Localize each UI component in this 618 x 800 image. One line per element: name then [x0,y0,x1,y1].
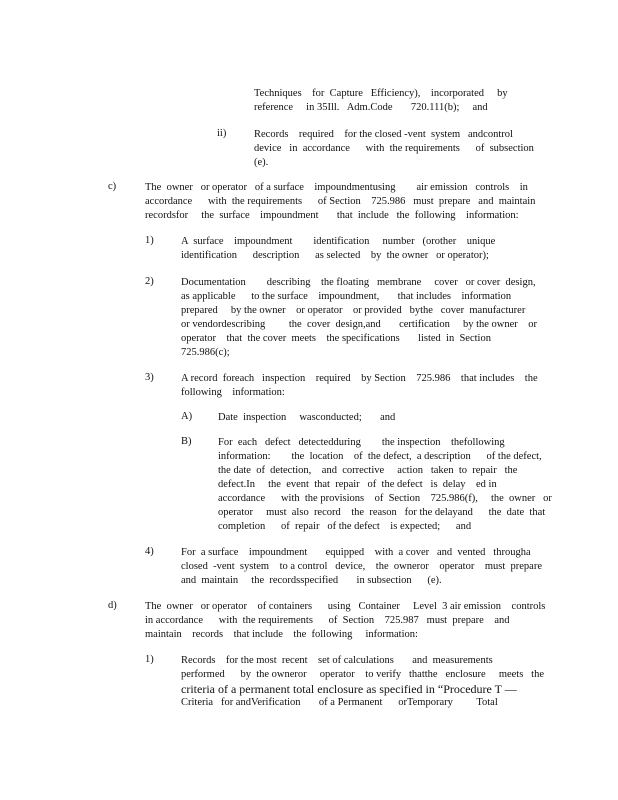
section-d-text [145,600,545,642]
section-d-marker: d) [108,600,117,611]
text-line: operator must also record the reason for the delayand the date that [218,507,546,518]
c-item-3-marker: 3) [145,372,154,383]
text-line: maintain records that include the following information: [145,629,418,640]
c-item-1-text [181,235,541,263]
text-line: The owner or operator of a surface impoundmentusing air emission controls in [145,182,528,193]
c-item-1-marker: 1) [145,235,154,246]
text-line: or vendordescribing the cover design,and certification by the owner or [181,319,538,330]
text-line: accordance with the provisions of Section 725.986(f), the owner or [218,493,552,504]
c-item-3-sub-b-marker: B) [181,436,192,447]
section-c-text [145,181,545,223]
text-line: (e). [254,157,269,168]
text-line: A record foreach inspection required by Section 725.986 that includes the [181,373,538,384]
text-line: Records for the most recent set of calculations and measurements [181,655,493,666]
c-item-2-marker: 2) [145,276,154,287]
text-line: device in accordance with the requirements of subsection [254,143,534,154]
c-item-4-text [181,546,541,588]
text-line: prepared by the owner or operator or provided bythe cover manufacturer [181,305,526,316]
text-line: operator that the cover meets the specifications listed in Section [181,333,491,344]
text-line: identification description as selected by the owner or operator); [181,250,489,261]
text-line: closed -vent system to a control device, the owneror operator must prepare [181,561,542,572]
text-line: For a surface impoundment equipped with a cover and vented througha [181,547,531,558]
text-line: the date of detection, and corrective action taken to repair the [218,465,518,476]
item-ii-marker: ii) [217,128,227,139]
c-item-3-sub-a-text [218,411,538,425]
text-line: Records required for the closed -vent system andcontrol [254,129,513,140]
c-item-2-text [181,276,541,360]
text-line: reference in 35Ill. Adm.Code 720.111(b); and [254,102,488,113]
c-item-4-marker: 4) [145,546,154,557]
c-item-3-text [181,372,541,400]
text-line: following information: [181,387,285,398]
text-line: accordance with the requirements of Section 725.986 must prepare and maintain [145,196,536,207]
text-line: criteria of a permanent total enclosure as specified in “Procedure T — [181,682,517,696]
text-line: in accordance with the requirements of Section 725.987 must prepare and [145,615,510,626]
c-item-3-sub-a-marker: A) [181,411,193,422]
d-item-1-marker: 1) [145,654,154,665]
continuation-text [254,87,544,115]
text-line: A surface impoundment identification number (orother unique [181,236,496,247]
text-line: Techniques for Capture Efficiency), incorporated by [254,88,508,99]
text-line: Date inspection wasconducted; and [218,412,396,423]
text-line: The owner or operator of containers using Container Level 3 air emission controls [145,601,546,612]
section-c-marker: c) [108,181,117,192]
text-line: recordsfor the surface impoundment that include the following information: [145,210,519,221]
text-line: For each defect detectedduring the inspection thefollowing [218,437,505,448]
text-line: defect.In the event that repair of the defect is delay ed in [218,479,497,490]
text-line: and maintain the recordsspecified in subsection (e). [181,575,442,586]
text-line: 725.986(c); [181,347,230,358]
item-ii-text [254,128,554,170]
d-item-1-text [181,654,545,710]
text-line: performed by the owneror operator to verify thatthe enclosure meets the [181,669,545,680]
text-line: completion of repair of the defect is expected; and [218,521,472,532]
text-line: information: the location of the defect, a description of the defect, [218,451,542,462]
text-line: Criteria for andVerification of a Permanent orTemporary Total [181,697,498,708]
text-line: as applicable to the surface impoundment, that includes information [181,291,512,302]
text-line: Documentation describing the floating membrane cover or cover design, [181,277,536,288]
c-item-3-sub-b-text [218,436,552,534]
